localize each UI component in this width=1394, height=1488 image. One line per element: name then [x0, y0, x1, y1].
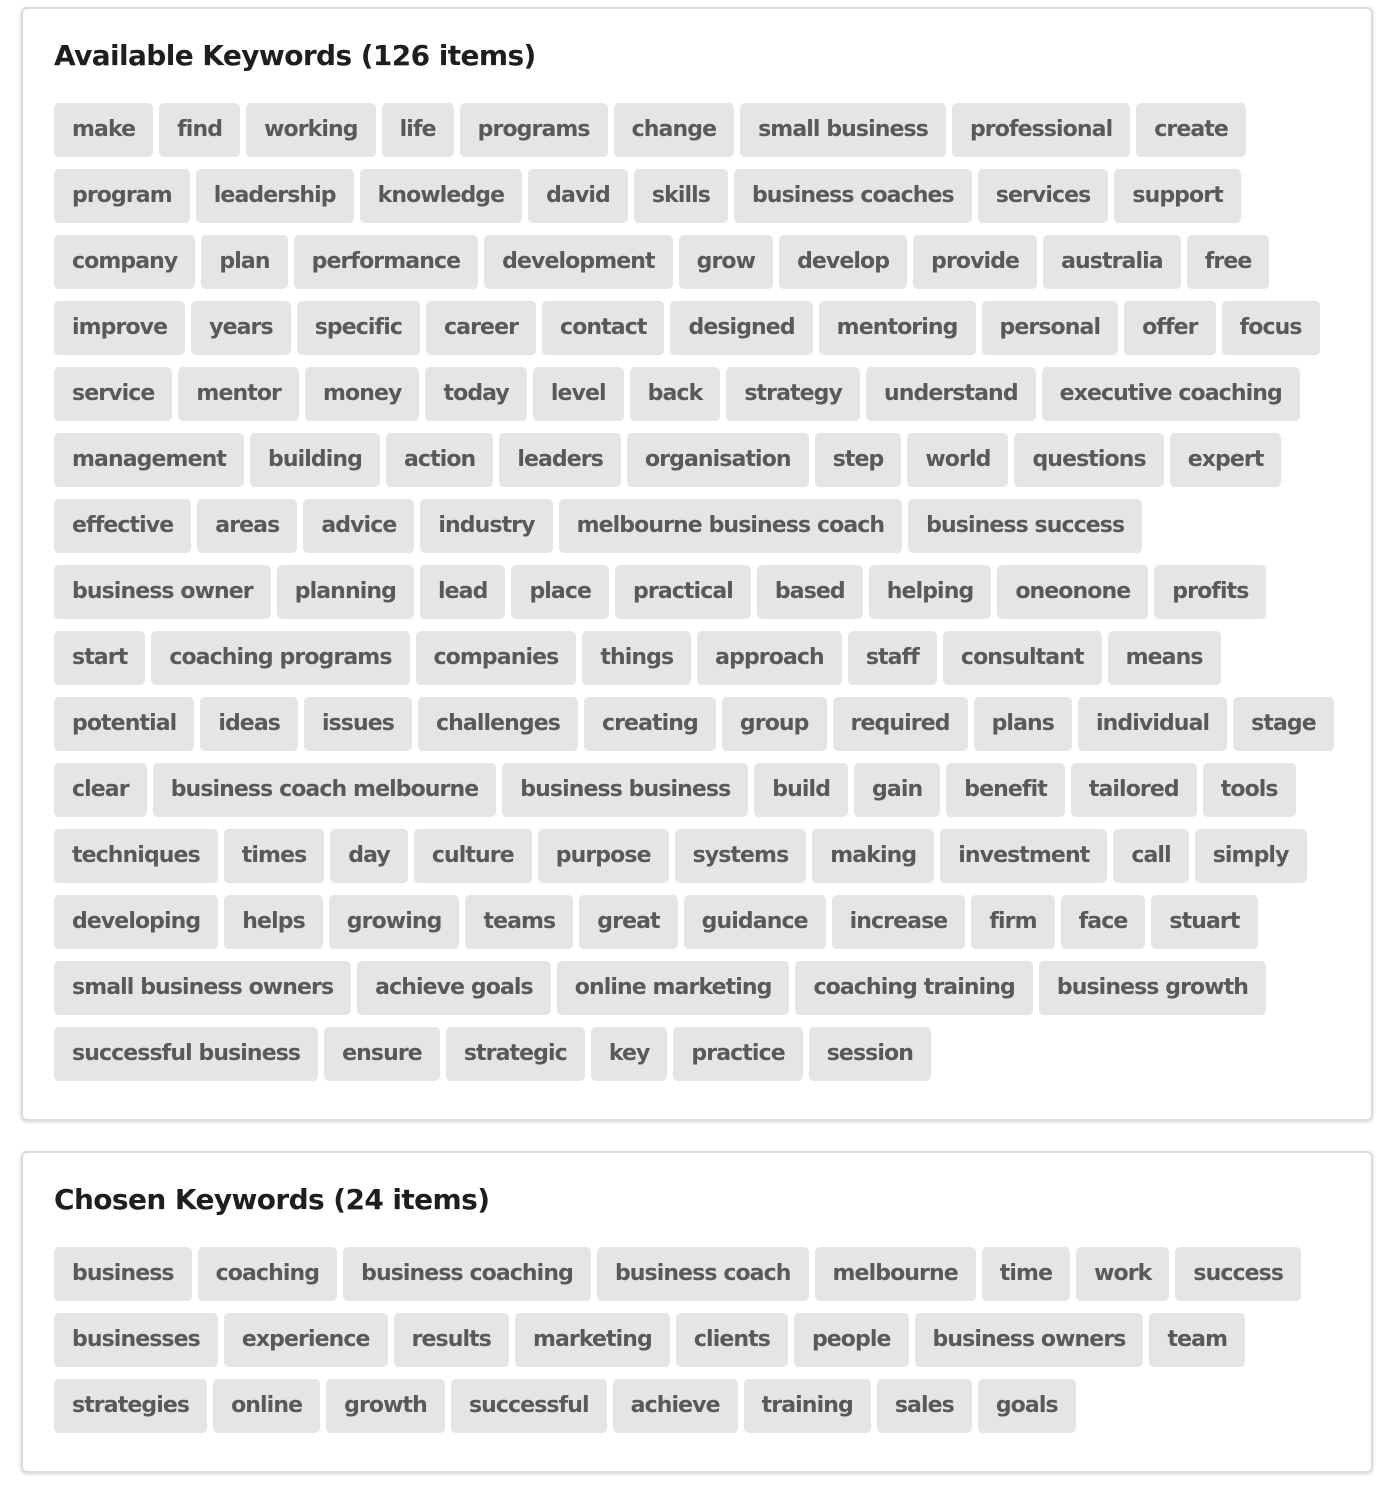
- available-keyword-chip[interactable]: simply: [1195, 829, 1307, 883]
- available-keyword-chip[interactable]: helps: [224, 895, 322, 949]
- chosen-keyword-chip[interactable]: business coach: [597, 1247, 809, 1301]
- available-keyword-chip[interactable]: means: [1108, 631, 1221, 685]
- available-keyword-chip[interactable]: professional: [952, 103, 1130, 157]
- available-keyword-chip[interactable]: develop: [779, 235, 907, 289]
- available-keyword-chip[interactable]: planning: [277, 565, 414, 619]
- chosen-keyword-chip[interactable]: successful: [451, 1379, 607, 1433]
- available-keyword-chip[interactable]: companies: [416, 631, 577, 685]
- available-keyword-chip[interactable]: staff: [848, 631, 937, 685]
- available-keyword-chip[interactable]: lead: [420, 565, 505, 619]
- available-keyword-chip[interactable]: business coach melbourne: [153, 763, 497, 817]
- available-keyword-chip[interactable]: developing: [54, 895, 218, 949]
- available-keyword-chip[interactable]: stage: [1233, 697, 1334, 751]
- available-keyword-chip[interactable]: understand: [866, 367, 1036, 421]
- available-keyword-chip[interactable]: specific: [297, 301, 420, 355]
- available-keyword-chip[interactable]: tailored: [1071, 763, 1197, 817]
- available-keyword-chip[interactable]: teams: [465, 895, 573, 949]
- available-keyword-chip[interactable]: coaching programs: [151, 631, 409, 685]
- available-keyword-chip[interactable]: areas: [197, 499, 297, 553]
- available-keyword-chip[interactable]: face: [1061, 895, 1146, 949]
- available-keyword-chip[interactable]: helping: [869, 565, 992, 619]
- chosen-keyword-chip[interactable]: business: [54, 1247, 192, 1301]
- available-keyword-chip[interactable]: culture: [414, 829, 532, 883]
- chosen-keyword-chip[interactable]: success: [1175, 1247, 1301, 1301]
- available-keyword-chip[interactable]: melbourne business coach: [559, 499, 903, 553]
- chosen-keyword-chip[interactable]: results: [394, 1313, 509, 1367]
- available-keyword-chip[interactable]: action: [386, 433, 493, 487]
- available-keyword-chip[interactable]: provide: [913, 235, 1037, 289]
- available-keyword-chip[interactable]: improve: [54, 301, 185, 355]
- available-keyword-chip[interactable]: expert: [1170, 433, 1282, 487]
- available-keyword-chip[interactable]: plan: [201, 235, 287, 289]
- available-keyword-chip[interactable]: leaders: [499, 433, 621, 487]
- available-keyword-chip[interactable]: executive coaching: [1042, 367, 1300, 421]
- available-keyword-chip[interactable]: business success: [908, 499, 1142, 553]
- available-keyword-chip[interactable]: industry: [420, 499, 552, 553]
- available-keyword-chip[interactable]: session: [809, 1027, 931, 1081]
- available-keyword-chip[interactable]: level: [533, 367, 624, 421]
- available-keyword-chip[interactable]: australia: [1043, 235, 1181, 289]
- available-keyword-chip[interactable]: business business: [502, 763, 748, 817]
- available-keyword-chip[interactable]: investment: [940, 829, 1107, 883]
- available-keyword-chip[interactable]: years: [191, 301, 291, 355]
- available-keyword-chip[interactable]: building: [250, 433, 380, 487]
- available-keyword-chip[interactable]: personal: [982, 301, 1119, 355]
- available-keyword-chip[interactable]: systems: [675, 829, 807, 883]
- available-keyword-chip[interactable]: build: [754, 763, 848, 817]
- available-keyword-chip[interactable]: gain: [854, 763, 940, 817]
- available-keyword-chip[interactable]: clear: [54, 763, 147, 817]
- available-keyword-chip[interactable]: grow: [679, 235, 773, 289]
- chosen-keyword-chip[interactable]: marketing: [515, 1313, 670, 1367]
- available-keyword-chip[interactable]: services: [978, 169, 1109, 223]
- available-keyword-chip[interactable]: service: [54, 367, 172, 421]
- available-keyword-chip[interactable]: techniques: [54, 829, 218, 883]
- chosen-keywords-list: [54, 1247, 1343, 1433]
- available-keywords-panel: [21, 7, 1373, 1121]
- available-keyword-chip[interactable]: management: [54, 433, 244, 487]
- available-keyword-chip[interactable]: guidance: [684, 895, 826, 949]
- available-keyword-chip[interactable]: create: [1136, 103, 1246, 157]
- chosen-keyword-chip[interactable]: clients: [676, 1313, 788, 1367]
- chosen-keyword-chip[interactable]: training: [744, 1379, 871, 1433]
- chosen-keywords-title: Chosen Keywords (24 items): [54, 1183, 490, 1216]
- available-keyword-chip[interactable]: times: [224, 829, 325, 883]
- available-keyword-chip[interactable]: issues: [304, 697, 412, 751]
- available-keyword-chip[interactable]: increase: [832, 895, 966, 949]
- available-keyword-chip[interactable]: development: [484, 235, 672, 289]
- available-keyword-chip[interactable]: performance: [294, 235, 479, 289]
- available-keyword-chip[interactable]: start: [54, 631, 145, 685]
- available-keyword-chip[interactable]: key: [591, 1027, 668, 1081]
- available-keyword-chip[interactable]: offer: [1124, 301, 1216, 355]
- available-keyword-chip[interactable]: day: [330, 829, 408, 883]
- available-keyword-chip[interactable]: effective: [54, 499, 191, 553]
- available-keyword-chip[interactable]: programs: [460, 103, 608, 157]
- available-keyword-chip[interactable]: individual: [1078, 697, 1227, 751]
- available-keyword-chip[interactable]: strategy: [726, 367, 860, 421]
- chosen-keywords-panel: [21, 1151, 1373, 1473]
- available-keyword-chip[interactable]: focus: [1222, 301, 1320, 355]
- available-keyword-chip[interactable]: successful business: [54, 1027, 318, 1081]
- available-keyword-chip[interactable]: based: [757, 565, 863, 619]
- available-keyword-chip[interactable]: things: [582, 631, 691, 685]
- available-keywords-title: Available Keywords (126 items): [54, 39, 536, 72]
- available-keyword-chip[interactable]: life: [382, 103, 454, 157]
- available-keyword-chip[interactable]: mentor: [178, 367, 299, 421]
- available-keyword-chip[interactable]: small business owners: [54, 961, 351, 1015]
- available-keyword-chip[interactable]: achieve goals: [357, 961, 551, 1015]
- chosen-keyword-chip[interactable]: experience: [224, 1313, 388, 1367]
- available-keyword-chip[interactable]: creating: [584, 697, 716, 751]
- available-keyword-chip[interactable]: free: [1187, 235, 1270, 289]
- available-keyword-chip[interactable]: support: [1114, 169, 1240, 223]
- chosen-keyword-chip[interactable]: growth: [326, 1379, 445, 1433]
- available-keyword-chip[interactable]: growing: [329, 895, 460, 949]
- available-keyword-chip[interactable]: stuart: [1151, 895, 1257, 949]
- available-keyword-chip[interactable]: place: [511, 565, 609, 619]
- available-keyword-chip[interactable]: group: [722, 697, 827, 751]
- available-keyword-chip[interactable]: ensure: [324, 1027, 440, 1081]
- available-keyword-chip[interactable]: organisation: [627, 433, 809, 487]
- available-keyword-chip[interactable]: call: [1113, 829, 1188, 883]
- available-keyword-chip[interactable]: make: [54, 103, 153, 157]
- chosen-keyword-chip[interactable]: time: [982, 1247, 1070, 1301]
- available-keyword-chip[interactable]: mentoring: [819, 301, 976, 355]
- available-keyword-chip[interactable]: plans: [974, 697, 1072, 751]
- available-keyword-chip[interactable]: find: [159, 103, 240, 157]
- available-keyword-chip[interactable]: challenges: [418, 697, 578, 751]
- available-keyword-chip[interactable]: working: [246, 103, 376, 157]
- available-keywords-list: [54, 103, 1343, 1081]
- chosen-keyword-chip[interactable]: online: [213, 1379, 320, 1433]
- chosen-keyword-chip[interactable]: strategies: [54, 1379, 207, 1433]
- chosen-keyword-chip[interactable]: work: [1076, 1247, 1169, 1301]
- available-keyword-chip[interactable]: money: [305, 367, 419, 421]
- available-keyword-chip[interactable]: ideas: [200, 697, 298, 751]
- chosen-keyword-chip[interactable]: coaching: [198, 1247, 337, 1301]
- available-keyword-chip[interactable]: purpose: [538, 829, 669, 883]
- available-keyword-chip[interactable]: change: [614, 103, 734, 157]
- available-keyword-chip[interactable]: leadership: [196, 169, 354, 223]
- available-keyword-chip[interactable]: small business: [740, 103, 946, 157]
- available-keyword-chip[interactable]: approach: [697, 631, 842, 685]
- available-keyword-chip[interactable]: consultant: [943, 631, 1102, 685]
- available-keyword-chip[interactable]: david: [528, 169, 628, 223]
- available-keyword-chip[interactable]: profits: [1154, 565, 1266, 619]
- chosen-keyword-chip[interactable]: team: [1149, 1313, 1245, 1367]
- chosen-keyword-chip[interactable]: sales: [877, 1379, 972, 1433]
- available-keyword-chip[interactable]: oneonone: [997, 565, 1148, 619]
- chosen-keyword-chip[interactable]: businesses: [54, 1313, 218, 1367]
- available-keyword-chip[interactable]: great: [579, 895, 677, 949]
- available-keyword-chip[interactable]: tools: [1203, 763, 1296, 817]
- available-keyword-chip[interactable]: world: [907, 433, 1008, 487]
- available-keyword-chip[interactable]: business growth: [1039, 961, 1266, 1015]
- available-keyword-chip[interactable]: designed: [670, 301, 812, 355]
- available-keyword-chip[interactable]: coaching training: [795, 961, 1032, 1015]
- available-keyword-chip[interactable]: business owner: [54, 565, 271, 619]
- chosen-keyword-chip[interactable]: business coaching: [343, 1247, 591, 1301]
- available-keyword-chip[interactable]: contact: [542, 301, 664, 355]
- available-keyword-chip[interactable]: potential: [54, 697, 194, 751]
- available-keyword-chip[interactable]: career: [426, 301, 536, 355]
- available-keyword-chip[interactable]: practical: [615, 565, 751, 619]
- chosen-keyword-chip[interactable]: achieve: [613, 1379, 738, 1433]
- available-keyword-chip[interactable]: company: [54, 235, 195, 289]
- chosen-keyword-chip[interactable]: goals: [978, 1379, 1076, 1433]
- available-keyword-chip[interactable]: skills: [634, 169, 728, 223]
- available-keyword-chip[interactable]: program: [54, 169, 190, 223]
- available-keyword-chip[interactable]: back: [630, 367, 721, 421]
- available-keyword-chip[interactable]: strategic: [446, 1027, 585, 1081]
- available-keyword-chip[interactable]: firm: [971, 895, 1054, 949]
- available-keyword-chip[interactable]: knowledge: [360, 169, 523, 223]
- available-keyword-chip[interactable]: step: [815, 433, 902, 487]
- available-keyword-chip[interactable]: online marketing: [557, 961, 790, 1015]
- available-keyword-chip[interactable]: business coaches: [734, 169, 972, 223]
- chosen-keyword-chip[interactable]: people: [794, 1313, 909, 1367]
- available-keyword-chip[interactable]: required: [833, 697, 968, 751]
- chosen-keyword-chip[interactable]: melbourne: [815, 1247, 976, 1301]
- available-keyword-chip[interactable]: benefit: [946, 763, 1065, 817]
- available-keyword-chip[interactable]: making: [812, 829, 934, 883]
- available-keyword-chip[interactable]: practice: [673, 1027, 802, 1081]
- available-keyword-chip[interactable]: advice: [303, 499, 414, 553]
- available-keyword-chip[interactable]: questions: [1014, 433, 1163, 487]
- available-keyword-chip[interactable]: today: [425, 367, 526, 421]
- chosen-keyword-chip[interactable]: business owners: [915, 1313, 1144, 1367]
